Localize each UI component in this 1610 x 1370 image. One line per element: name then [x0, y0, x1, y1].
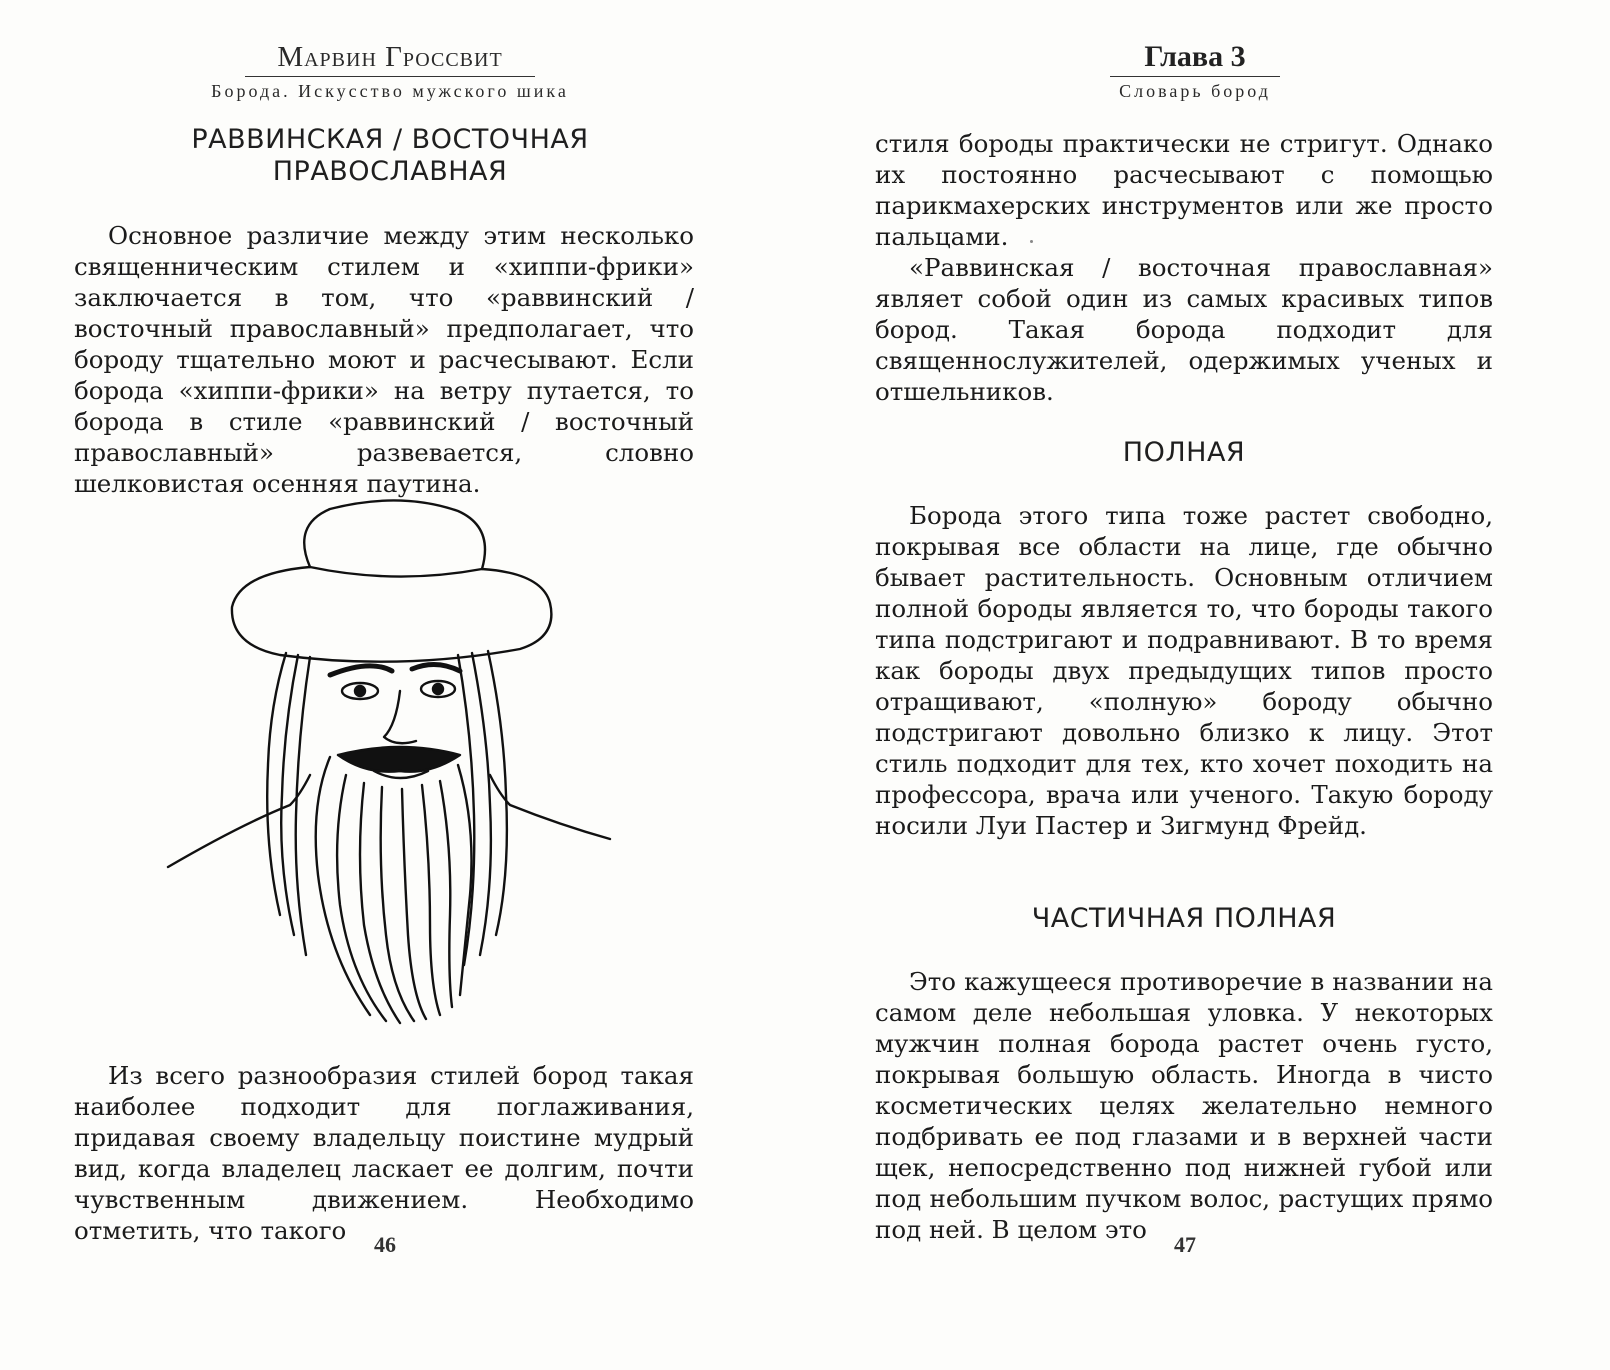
left-page	[0, 0, 800, 1370]
author-name: Марвин Гроссвит	[277, 41, 503, 73]
running-head-rule	[1110, 76, 1280, 77]
paragraph-rabbinical-summary: «Раввинская / восточная православная» являет собой один из самых красивых типов бород. Такая борода подходит для священнослужителей, одержимых ученых и отшельников.	[875, 253, 1493, 406]
page-number-right: 47	[1174, 1232, 1196, 1257]
paragraph-stroking: Из всего разнообразия стилей бород такая наиболее подходит для поглаживания, придавая своему владельцу поистине мудрый вид, когда владелец ласкает ее долгим, почти чувственным движением. Необходимо отметить, что такого	[74, 1061, 694, 1245]
page-number-left: 46	[374, 1232, 396, 1257]
paragraph-partial-full: Это кажущееся противоречие в названии на самом деле небольшая уловка. У некоторых мужчин полная борода растет очень густо, покрывая большую область. Иногда в чисто косметических целях желательно немного подбривать ее под глазами и в верхней части щек, непосредственно под нижней губой или под небольшим пучком волос, растущих прямо под ней. В целом это	[875, 967, 1493, 1244]
running-head-right	[1090, 40, 1300, 101]
chapter-title: Словарь бород	[1119, 81, 1271, 101]
heading-line-2: ПРАВОСЛАВНАЯ	[272, 156, 508, 187]
paragraph-rabbinical-intro: Основное различие между этим несколько священническим стилем и «хиппи-фрики» заключается в том, что «раввинский / восточный православный» предполагает, что бороду тщательно моют и расчесывают. Если борода «хиппи-фрики» на ветру путается, то борода в стиле «раввинский / восточный православный» развевается, словно шелковистая осенняя паутина.	[74, 221, 694, 498]
right-page	[800, 0, 1610, 1370]
chapter-label: Глава 3	[1144, 40, 1246, 73]
running-head-left	[190, 40, 590, 101]
running-head-rule	[245, 76, 535, 77]
section-heading-full: ПОЛНАЯ	[1122, 437, 1246, 468]
section-heading-rabbinical	[80, 124, 700, 188]
book-title: Борода. Искусство мужского шика	[211, 81, 569, 101]
section-heading-partial-full: ЧАСТИЧНАЯ ПОЛНАЯ	[1031, 903, 1337, 934]
heading-line-1: РАВВИНСКАЯ / ВОСТОЧНАЯ	[191, 124, 589, 155]
bearded-man-illustration	[160, 495, 630, 1025]
paragraph-full-beard: Борода этого типа тоже растет свободно, покрывая все области на лице, где обычно бывает растительность. Основным отличием полной бороды является то, что бороды такого типа подстригают и подравнивают. В то время как бороды двух предыдущих типов просто отращивают, «полную» бороду обычно подстригают довольно близко к лицу. Этот стиль подходит для тех, кто хочет походить на профессора, врача или ученого. Такую бороду носили Луи Пастер и Зигмунд Фрейд.	[875, 501, 1493, 840]
paragraph-continuation: стиля бороды практически не стригут. Однако их постоянно расчесывают с помощью парикмахерских инструментов или же просто пальцами.	[875, 129, 1493, 251]
print-speck	[1030, 240, 1033, 243]
